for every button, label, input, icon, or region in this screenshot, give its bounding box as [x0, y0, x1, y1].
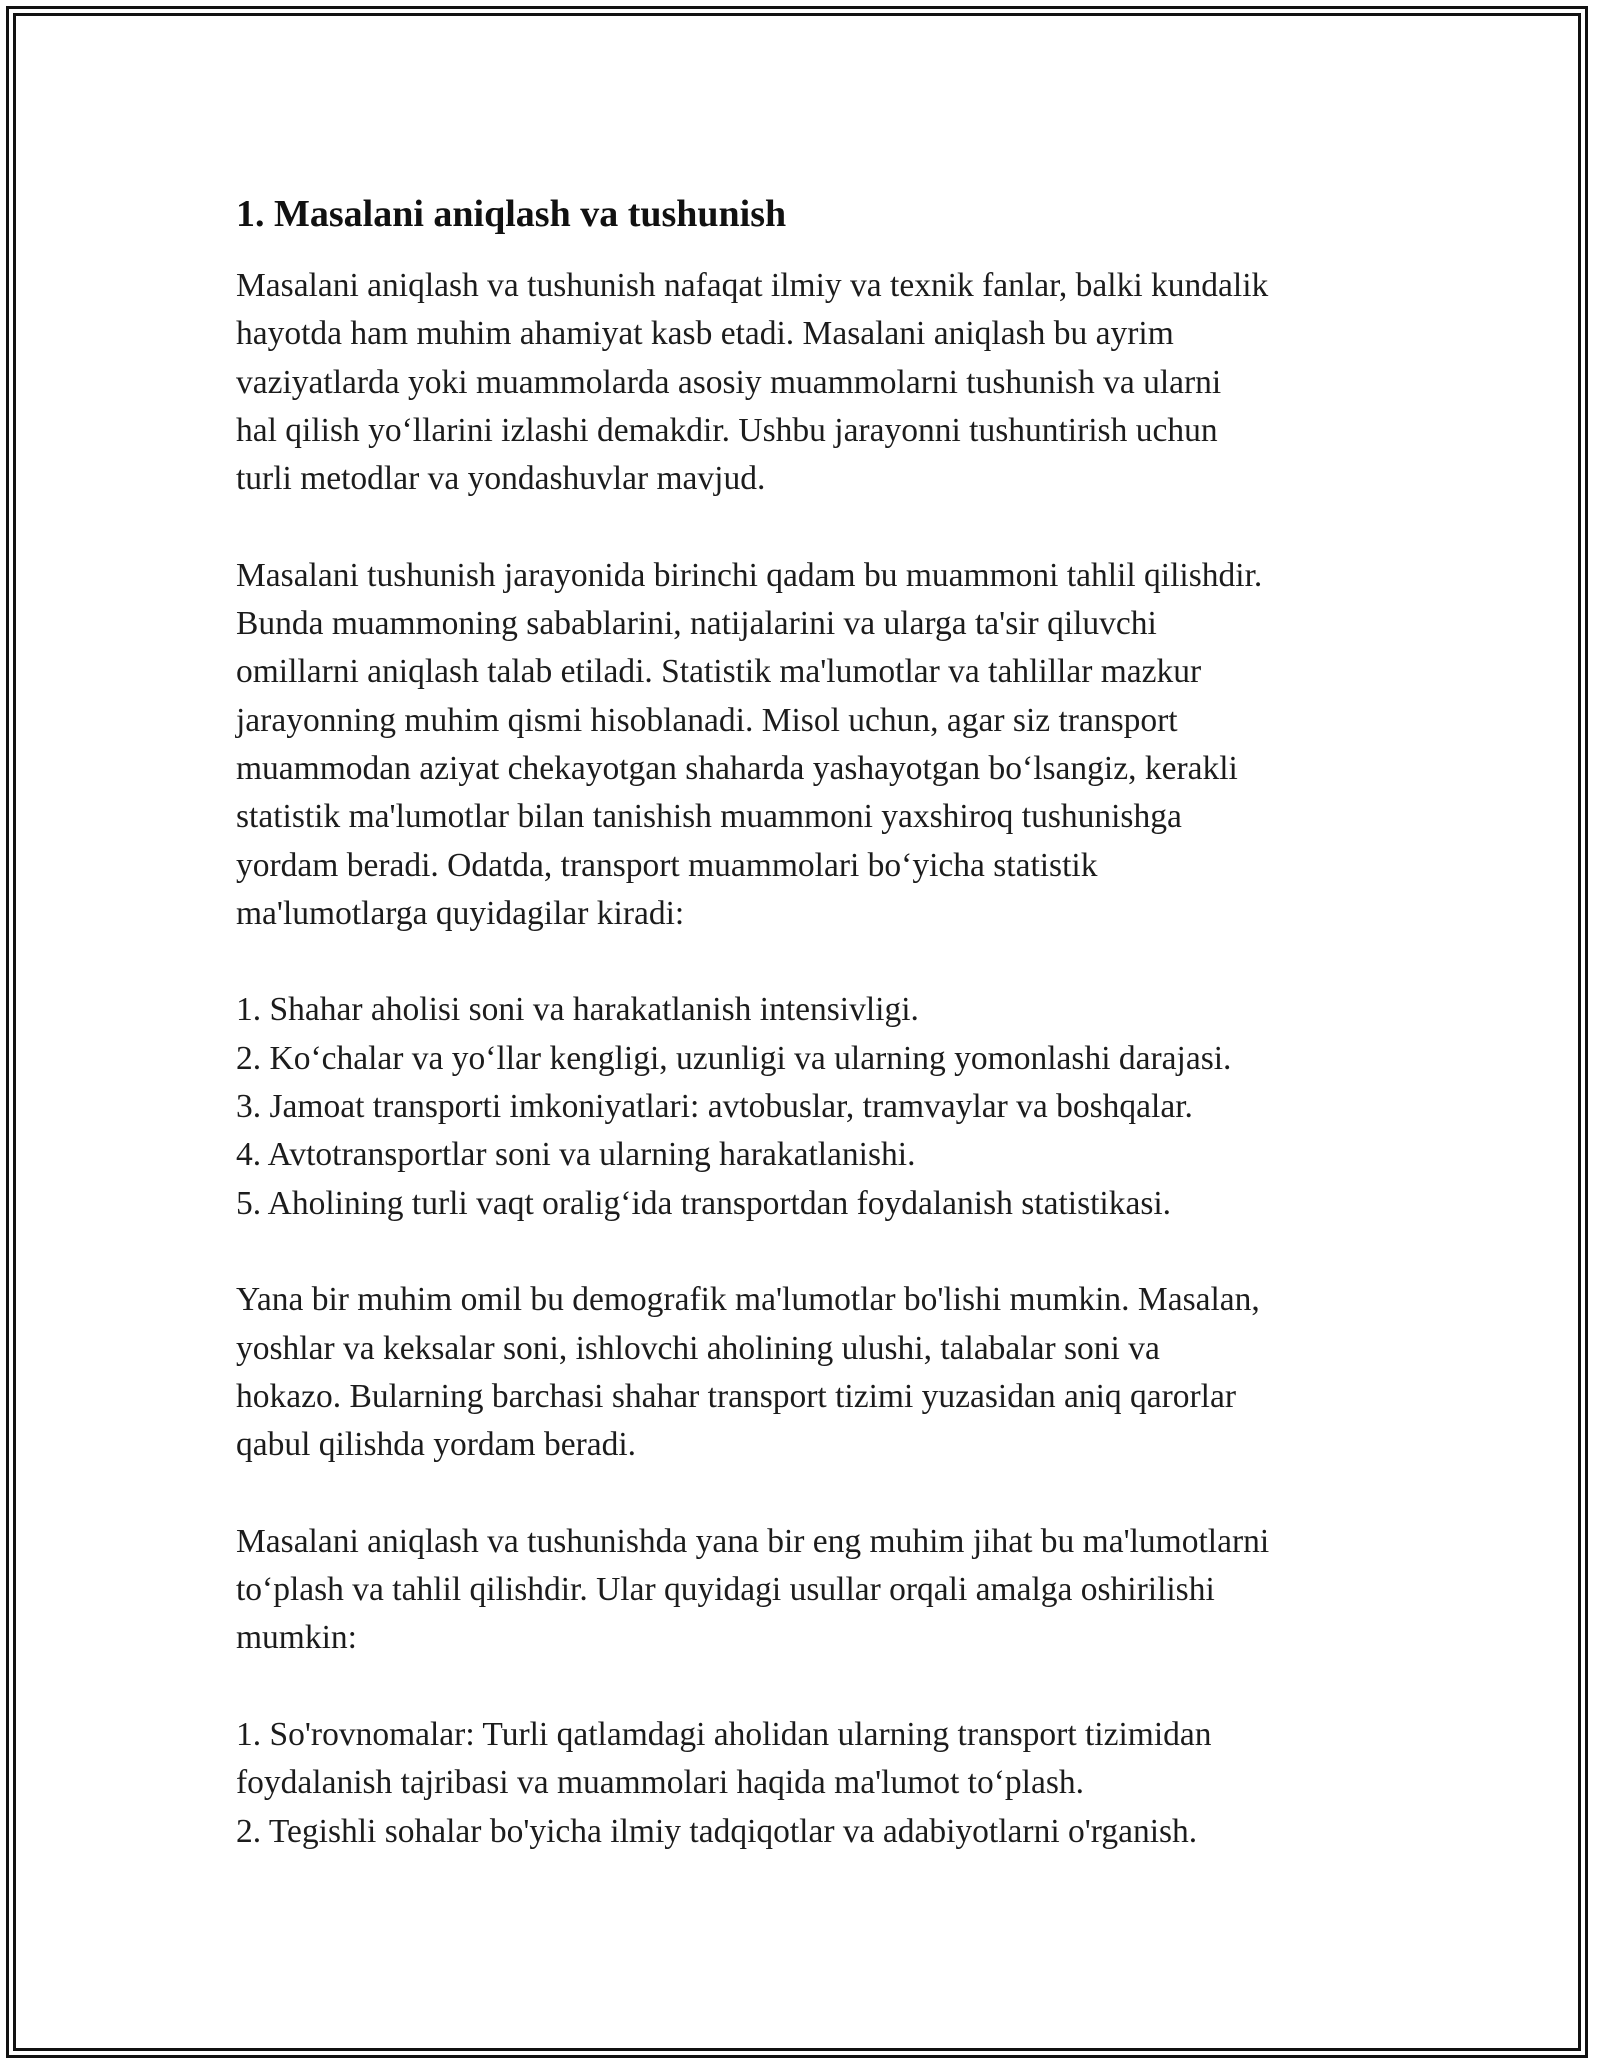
text-line: Masalani aniqlash va tushunishda yana bir eng muhim jihat bu ma'lumotlarni: [236, 1522, 1270, 1560]
text-line: hal qilish yo‘llarini izlashi demakdir. Ushbu jarayonni tushuntirish uchun: [236, 411, 1218, 449]
list-item: 2. Tegishli sohalar bo'yicha ilmiy tadqiqotlar va adabiyotlarni o'rganish.: [236, 1812, 1198, 1850]
text-line: muammodan aziyat chekayotgan shaharda yashayotgan bo‘lsangiz, kerakli: [236, 749, 1238, 787]
list-item: foydalanish tajribasi va muammolari haqida ma'lumot to‘plash.: [236, 1764, 1084, 1802]
text-line: Masalani aniqlash va tushunish nafaqat ilmiy va texnik fanlar, balki kundalik: [236, 267, 1269, 304]
paragraph-intro: [236, 262, 1386, 503]
paragraph-gap: [236, 1228, 1386, 1276]
text-line: statistik ma'lumotlar bilan tanishish muammoni yaxshiroq tushunishga: [236, 798, 1182, 836]
paragraph-gap: [236, 938, 1386, 986]
list-item: 2. Ko‘chalar va yo‘llar kengligi, uzunligi va ularning yomonlashi darajasi.: [236, 1039, 1232, 1077]
text-line: Yana bir muhim omil bu demografik ma'lumotlar bo'lishi mumkin. Masalan,: [236, 1281, 1260, 1319]
paragraph-data-collection: [236, 1518, 1386, 1663]
text-line: hayotda ham muhim ahamiyat kasb etadi. Masalani aniqlash bu ayrim: [236, 315, 1174, 353]
text-line: ma'lumotlarga quyidagilar kiradi:: [236, 894, 685, 932]
list-item: 1. So'rovnomalar: Turli qatlamdagi aholidan ularning transport tizimidan: [236, 1715, 1212, 1753]
text-line: Bunda muammoning sabablarini, natijalarini va ularga ta'sir qiluvchi: [236, 605, 1157, 643]
list-item: 4. Avtotransportlar soni va ularning harakatlanishi.: [236, 1136, 916, 1174]
list-data-methods: [236, 1711, 1386, 1856]
text-line: vaziyatlarda yoki muammolarda asosiy muammolarni tushunish va ularni: [236, 363, 1222, 401]
section-heading: 1. Masalani aniqlash va tushunish: [236, 193, 787, 235]
paragraph-demographics: [236, 1276, 1386, 1469]
list-transport-statistics: [236, 986, 1386, 1227]
text-line: mumkin:: [236, 1619, 357, 1657]
text-line: jarayonning muhim qismi hisoblanadi. Misol uchun, agar siz transport: [236, 701, 1178, 739]
text-line: hokazo. Bularning barchasi shahar transport tizimi yuzasidan aniq qarorlar: [236, 1377, 1237, 1415]
text-line: yoshlar va keksalar soni, ishlovchi aholining ulushi, talabalar soni va: [236, 1329, 1160, 1367]
text-line: to‘plash va tahlil qilishdir. Ular quyidagi usullar orqali amalga oshirilishi: [236, 1571, 1215, 1609]
paragraph-gap: [236, 1469, 1386, 1517]
text-line: Masalani tushunish jarayonida birinchi qadam bu muammoni tahlil qilishdir.: [236, 556, 1263, 594]
text-line: yordam beradi. Odatda, transport muammolari bo‘yicha statistik: [236, 846, 1098, 884]
text-line: omillarni aniqlash talab etiladi. Statistik ma'lumotlar va tahlillar mazkur: [236, 653, 1202, 691]
paragraph-analysis: [236, 552, 1386, 938]
document-body: [236, 180, 1386, 1856]
list-item: 3. Jamoat transporti imkoniyatlari: avtobuslar, tramvaylar va boshqalar.: [236, 1088, 1193, 1126]
text-line: turli metodlar va yondashuvlar mavjud.: [236, 460, 766, 498]
list-item: 1. Shahar aholisi soni va harakatlanish intensivligi.: [236, 991, 919, 1029]
paragraph-gap: [236, 503, 1386, 551]
list-item: 5. Aholining turli vaqt oralig‘ida transportdan foydalanish statistikasi.: [236, 1184, 1172, 1222]
text-line: qabul qilishda yordam beradi.: [236, 1426, 637, 1464]
paragraph-gap: [236, 1663, 1386, 1711]
